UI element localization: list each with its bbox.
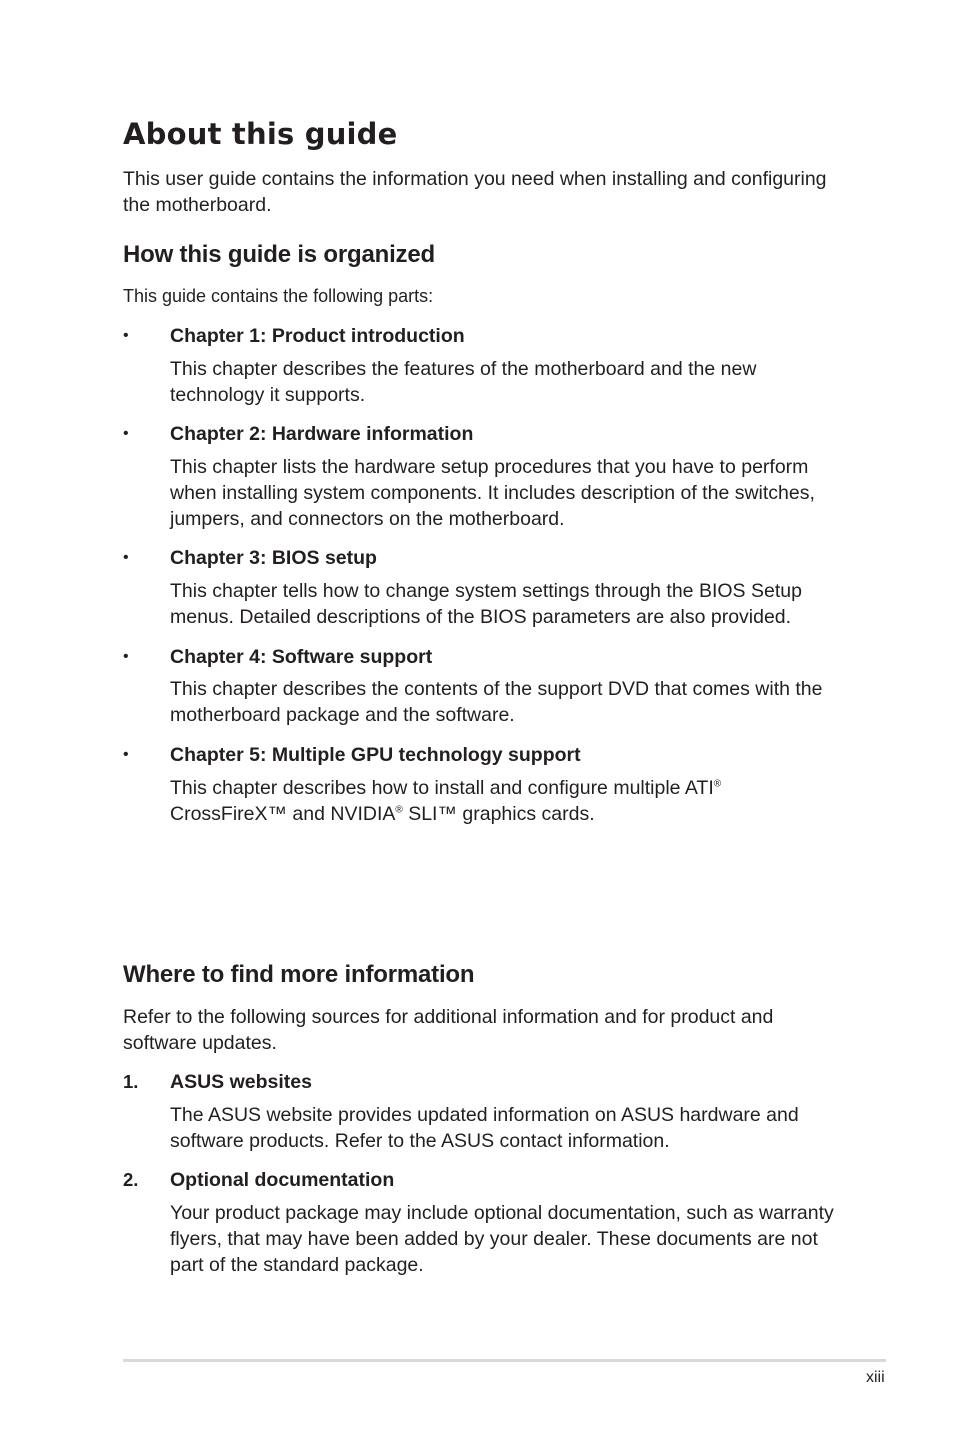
chapter-5-desc-part: This chapter describes how to install and configure multiple ATI [170,777,714,799]
section-heading-more-info: Where to find more information [123,961,475,988]
chapter-1-description: This chapter describes the features of the motherboard and the new technology it supports. [170,358,757,406]
registered-mark: ® [395,804,403,816]
chapter-5-desc-part: CrossFireX™ and NVIDIA [170,803,396,825]
chapter-1-title: Chapter 1: Product introduction [170,325,465,347]
organized-lead: This guide contains the following parts: [123,286,434,306]
bullet-marker: • [123,549,129,566]
more-info-lead: Refer to the following sources for additional information and for product and software updates. [123,1006,774,1054]
chapter-5-desc-part: SLI™ graphics cards. [402,803,595,825]
footer-rule [123,1359,886,1362]
page-number: xiii [866,1369,885,1386]
chapter-3-title: Chapter 3: BIOS setup [170,547,377,569]
chapter-2-description: This chapter lists the hardware setup procedures that you have to perform when installing system components. It includes description of the switches, jumpers, and connectors on the motherboard. [170,456,815,530]
bullet-marker: • [123,327,129,344]
list-number: 1. [123,1071,139,1092]
chapter-5-title: Chapter 5: Multiple GPU technology support [170,744,581,766]
asus-websites-title: ASUS websites [170,1071,312,1093]
chapter-3-description: This chapter tells how to change system settings through the BIOS Setup menus. Detailed descriptions of the BIOS parameters are also provided. [170,580,802,628]
bullet-marker: • [123,648,129,665]
optional-documentation-title: Optional documentation [170,1169,395,1191]
intro-paragraph: This user guide contains the information you need when installing and configuring the motherboard. [123,168,827,216]
optional-documentation-description: Your product package may include optional documentation, such as warranty flyers, that may have been added by your dealer. These documents are not part of the standard package. [170,1202,834,1276]
chapter-2-title: Chapter 2: Hardware information [170,423,474,445]
list-number: 2. [123,1169,139,1190]
bullet-marker: • [123,746,129,763]
registered-mark: ® [713,778,722,790]
asus-websites-description: The ASUS website provides updated information on ASUS hardware and software products. Refer to the ASUS contact information. [170,1104,799,1152]
section-heading-organized: How this guide is organized [123,241,435,268]
chapter-4-title: Chapter 4: Software support [170,646,433,668]
page-title: About this guide [123,117,398,151]
bullet-marker: • [123,425,129,442]
chapter-4-description: This chapter describes the contents of the support DVD that comes with the motherboard package and the software. [170,678,823,726]
chapter-5-description [170,775,730,827]
